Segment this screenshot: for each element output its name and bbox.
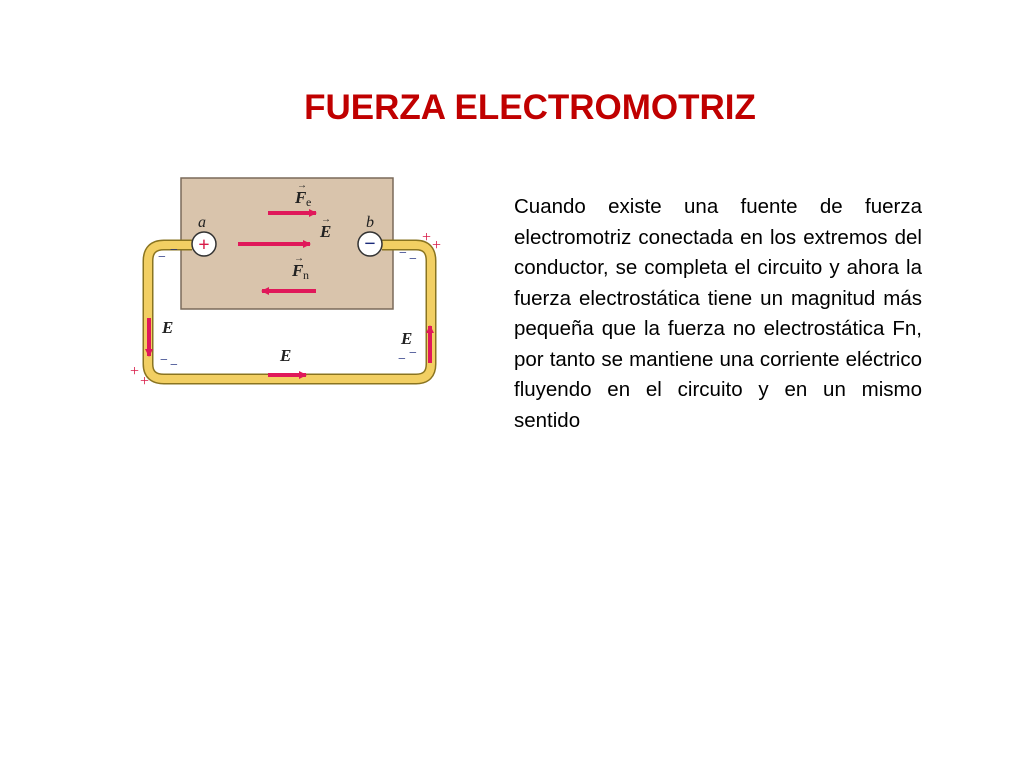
field-e-label-bottom: E bbox=[280, 346, 292, 365]
force-e-subscript: e bbox=[306, 195, 312, 209]
explanation-text: Cuando existe una fuente de fuerza electromotriz conectada en los extremos del conductor, se completa el circuito y ahora la fuerza electrostática tiene un magnitud más pequeña que la fuerza no electrostática Fn, por tanto se mantiene una corriente eléctrico fluyendo en el circuito y en un mismo sentido bbox=[514, 195, 922, 432]
force-n-symbol: F bbox=[292, 261, 304, 280]
charge-plus-top-right-1: + bbox=[422, 229, 432, 246]
charge-minus-right-bottom-2: − bbox=[409, 346, 417, 361]
charge-plus-bottom-left-2: + bbox=[140, 373, 150, 390]
field-e-label-left: E bbox=[162, 318, 174, 337]
force-n-vector-mark: → bbox=[294, 253, 304, 264]
terminal-a-label: a bbox=[198, 214, 206, 231]
field-e-label-right: E bbox=[401, 329, 413, 348]
charge-minus-right-top: − bbox=[399, 246, 407, 261]
charge-minus-right-bottom: − bbox=[398, 352, 406, 367]
charge-minus-right-top-2: − bbox=[409, 252, 417, 267]
terminal-b-sign: − bbox=[364, 233, 376, 255]
force-n-subscript: n bbox=[303, 268, 309, 282]
charge-plus-bottom-left-1: + bbox=[130, 363, 140, 380]
field-e-vector-mark: → bbox=[321, 214, 331, 225]
charge-minus-left-top: − bbox=[158, 250, 166, 265]
slide-title: FUERZA ELECTROMOTRIZ bbox=[304, 88, 756, 127]
emf-circuit-diagram bbox=[120, 168, 460, 408]
charge-minus-left-bottom: − bbox=[160, 353, 168, 368]
force-e-vector-mark: → bbox=[297, 180, 307, 191]
charge-minus-left-bottom-2: − bbox=[170, 358, 178, 373]
charge-plus-top-right-2: + bbox=[432, 237, 442, 254]
field-e-label-source: E bbox=[320, 222, 332, 241]
terminal-b-label: b bbox=[366, 214, 374, 231]
charge-minus-left-top-2: − bbox=[170, 243, 178, 258]
terminal-a-sign: + bbox=[198, 234, 210, 256]
force-e-symbol: F bbox=[295, 188, 307, 207]
